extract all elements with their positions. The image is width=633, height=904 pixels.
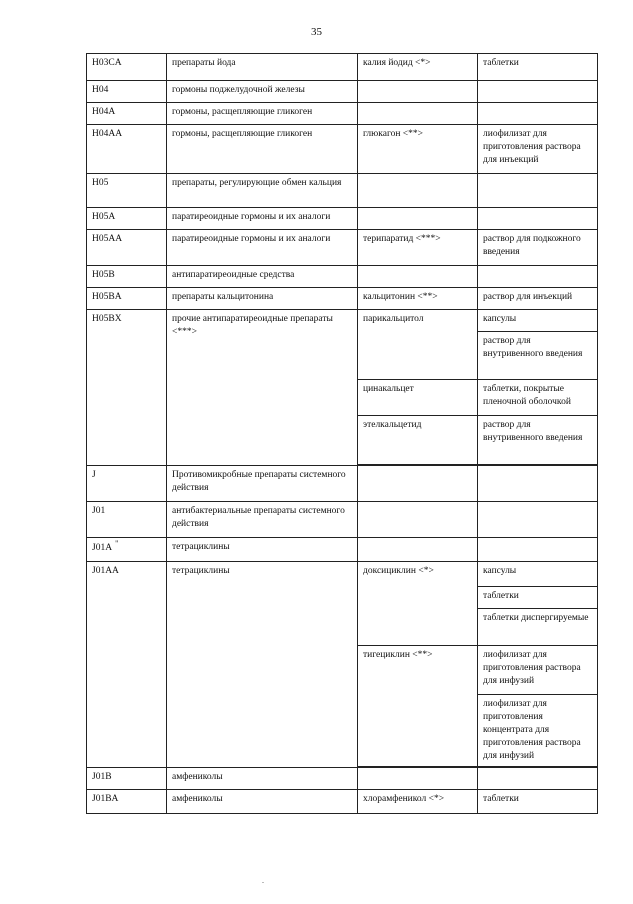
atc-code: H04	[87, 81, 167, 103]
atc-code: H05AA	[87, 230, 167, 266]
medicine-name: глюкагон <**>	[358, 125, 478, 174]
anatomical-group: антибактериальные препараты системного действия	[167, 502, 358, 538]
table-row	[87, 208, 598, 230]
atc-code: J01	[87, 502, 167, 538]
dosage-form	[478, 266, 598, 288]
table-row	[87, 466, 598, 502]
table-row	[87, 310, 598, 332]
atc-code	[87, 538, 167, 562]
dosage-form: лиофилизат для приготовления раствора для инфузий	[478, 646, 598, 695]
dosage-form	[478, 466, 598, 502]
anatomical-group: Противомикробные препараты системного действия	[167, 466, 358, 502]
dosage-form: капсулы	[478, 562, 598, 587]
atc-code-text: J01A	[92, 543, 113, 553]
dosage-form	[478, 768, 598, 790]
medicine-name: тигециклин <**>	[358, 646, 478, 767]
dosage-form: раствор для внутривенного введения	[478, 332, 598, 380]
table-row	[87, 125, 598, 174]
dosage-form: раствор для подкожного введения	[478, 230, 598, 266]
table-row	[87, 54, 598, 81]
anatomical-group: препараты, регулирующие обмен кальция	[167, 174, 358, 208]
table-row	[87, 266, 598, 288]
anatomical-group: гормоны, расщепляющие гликоген	[167, 103, 358, 125]
anatomical-group: гормоны поджелудочной железы	[167, 81, 358, 103]
medicine-name: терипаратид <***>	[358, 230, 478, 266]
medicine-name	[358, 538, 478, 562]
medicine-name	[358, 768, 478, 790]
table-row	[87, 230, 598, 266]
medicine-name	[358, 466, 478, 502]
dosage-form: таблетки	[478, 54, 598, 81]
dosage-form: таблетки, покрытые пленочной оболочкой	[478, 380, 598, 416]
scan-speck	[262, 882, 264, 883]
atc-code: J01B	[87, 768, 167, 790]
atc-code: J01AA	[87, 562, 167, 768]
anatomical-group: амфениколы	[167, 790, 358, 814]
table-row	[87, 502, 598, 538]
dosage-form	[478, 81, 598, 103]
atc-code: H04A	[87, 103, 167, 125]
medicine-name	[358, 266, 478, 288]
anatomical-group: паратиреоидные гормоны и их аналоги	[167, 230, 358, 266]
anatomical-group: препараты йода	[167, 54, 358, 81]
anatomical-group: гормоны, расщепляющие гликоген	[167, 125, 358, 174]
medicine-name: хлорамфеникол <*>	[358, 790, 478, 814]
dosage-form	[478, 502, 598, 538]
anatomical-group: паратиреоидные гормоны и их аналоги	[167, 208, 358, 230]
medicine-name: калия йодид <*>	[358, 54, 478, 81]
anatomical-group: препараты кальцитонина	[167, 288, 358, 310]
dosage-form: капсулы	[478, 310, 598, 332]
medicine-name	[358, 174, 478, 208]
dosage-form: раствор для инъекций	[478, 288, 598, 310]
table-row	[87, 288, 598, 310]
dosage-form: таблетки	[478, 790, 598, 814]
medicine-name: кальцитонин <**>	[358, 288, 478, 310]
anatomical-group: тетрациклины	[167, 562, 358, 768]
medicines-table	[86, 53, 598, 814]
anatomical-group: амфениколы	[167, 768, 358, 790]
anatomical-group: тетрациклины	[167, 538, 358, 562]
table-row	[87, 103, 598, 125]
medicine-name	[358, 502, 478, 538]
medicine-name	[358, 208, 478, 230]
dosage-form	[478, 103, 598, 125]
atc-code: H05BX	[87, 310, 167, 466]
medicine-name	[358, 81, 478, 103]
handwritten-mark: "	[115, 539, 119, 548]
atc-code: J	[87, 466, 167, 502]
page-number: 35	[311, 26, 322, 38]
table-row	[87, 768, 598, 790]
dosage-form	[478, 208, 598, 230]
table-row	[87, 81, 598, 103]
dosage-form: лиофилизат для приготовления раствора для инъекций	[478, 125, 598, 174]
anatomical-group: прочие антипаратиреоидные препараты <***>	[167, 310, 358, 466]
atc-code: J01BA	[87, 790, 167, 814]
medicine-name: цинакальцет	[358, 380, 478, 416]
atc-code: H03CA	[87, 54, 167, 81]
atc-code: H05A	[87, 208, 167, 230]
dosage-form: раствор для внутривенного введения	[478, 416, 598, 465]
table-row	[87, 538, 598, 562]
table-row	[87, 174, 598, 208]
dosage-form: таблетки	[478, 587, 598, 609]
medicine-name: парикальцитол	[358, 310, 478, 380]
table-row	[87, 562, 598, 587]
medicine-name: доксициклин <*>	[358, 562, 478, 646]
dosage-form	[478, 538, 598, 562]
atc-code: H04AA	[87, 125, 167, 174]
anatomical-group: антипаратиреоидные средства	[167, 266, 358, 288]
table-row	[87, 790, 598, 814]
atc-code: H05	[87, 174, 167, 208]
dosage-form: таблетки диспергируемые	[478, 609, 598, 646]
dosage-form	[478, 174, 598, 208]
medicine-name: этелкальцетид	[358, 416, 478, 465]
atc-code: H05BA	[87, 288, 167, 310]
dosage-form: лиофилизат для приготовления концентрата для приготовления раствора для инфузий	[478, 695, 598, 767]
atc-code: H05B	[87, 266, 167, 288]
medicine-name	[358, 103, 478, 125]
